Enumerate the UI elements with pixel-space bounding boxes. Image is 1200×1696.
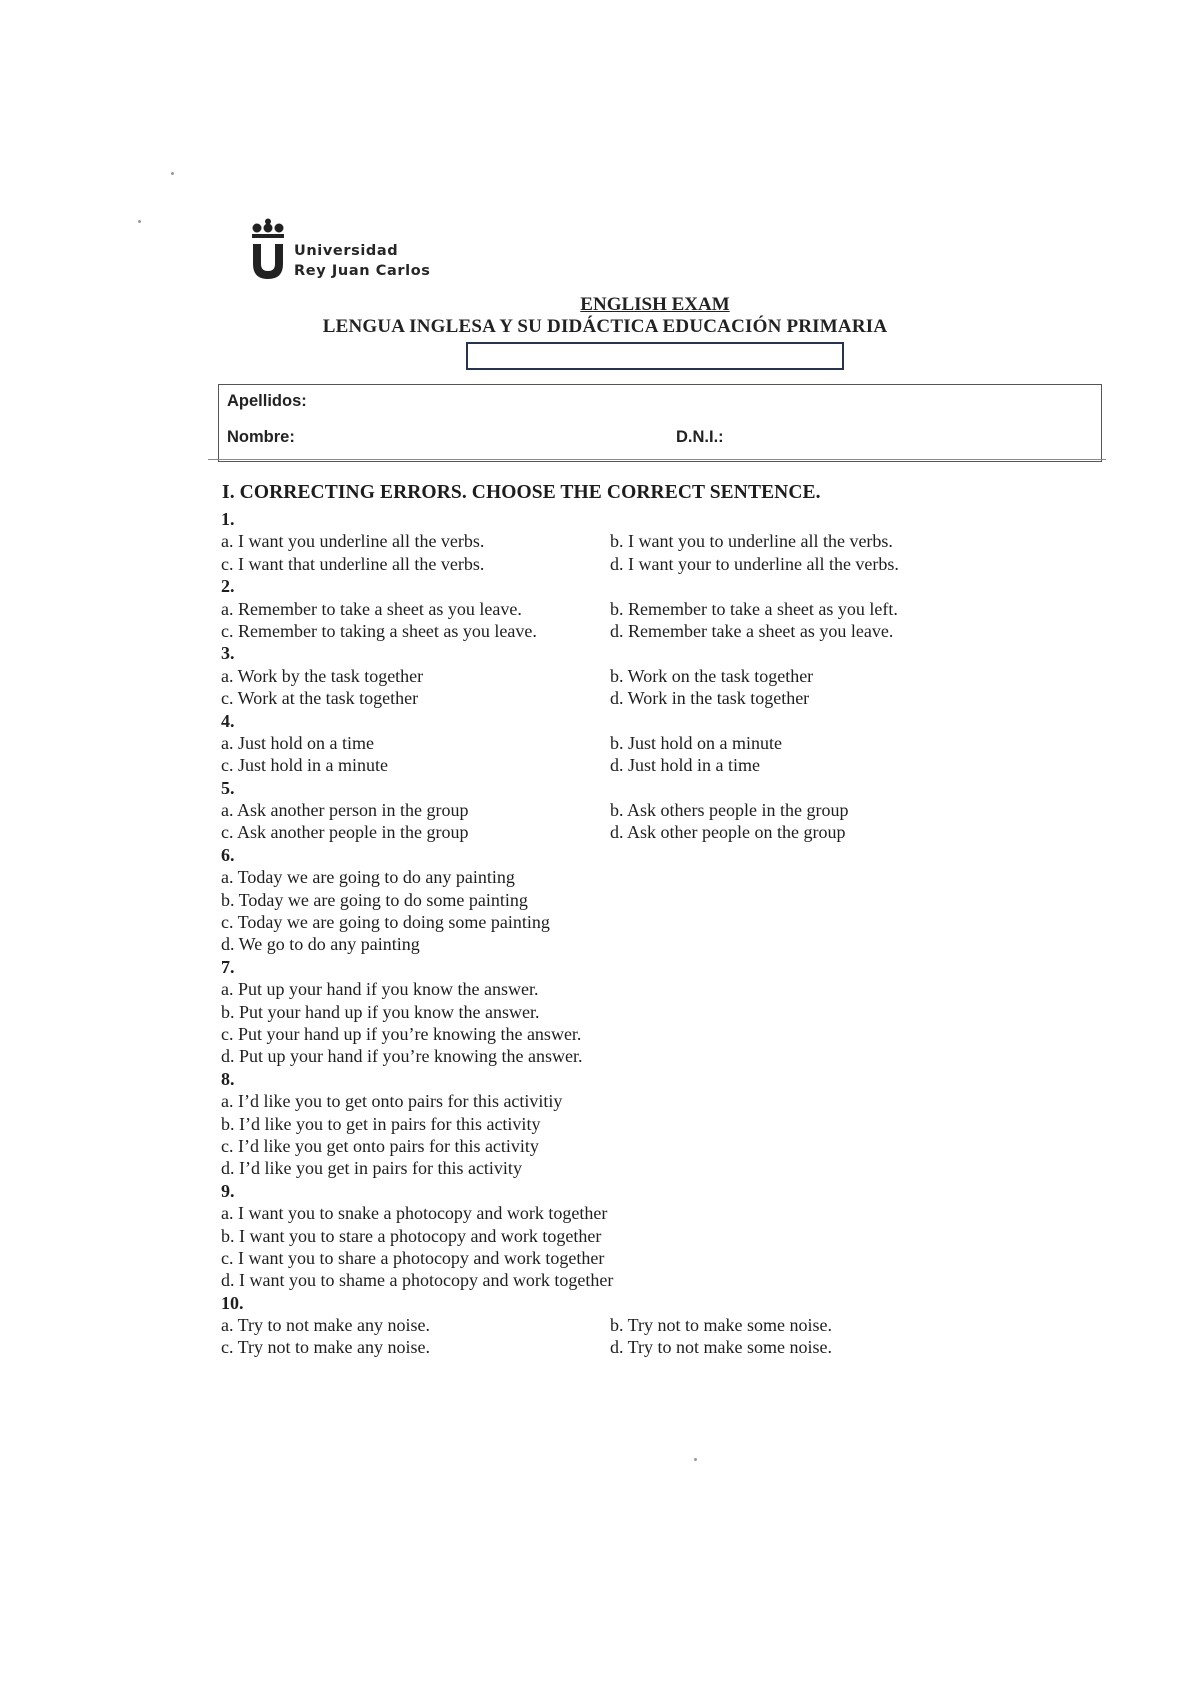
university-logo <box>250 218 450 284</box>
divider <box>208 459 1106 460</box>
exam-title: ENGLISH EXAM <box>580 294 730 315</box>
option-row <box>221 1336 1121 1358</box>
answer-option[interactable]: c. Just hold in a minute <box>221 755 388 776</box>
answer-option[interactable]: a. Ask another person in the group <box>221 800 469 821</box>
answer-option[interactable]: d. I’d like you get in pairs for this activity <box>221 1158 522 1179</box>
answer-option[interactable]: b. I’d like you to get in pairs for this activity <box>221 1113 541 1134</box>
answer-option[interactable]: c. Ask another people in the group <box>221 822 469 843</box>
answer-option[interactable]: b. Just hold on a minute <box>610 732 782 753</box>
option-row <box>221 665 1121 687</box>
answer-option[interactable]: c. Try not to make any noise. <box>221 1337 430 1358</box>
question-number: 5. <box>221 777 235 798</box>
answer-option[interactable]: d. Remember take a sheet as you leave. <box>610 620 894 641</box>
university-name-line-2: Rey Juan Carlos <box>294 263 431 279</box>
option-row <box>221 821 1121 843</box>
option-row <box>221 620 1121 642</box>
option-row <box>221 687 1121 709</box>
option-row <box>221 530 1121 552</box>
university-crest-icon <box>250 218 286 280</box>
course-field-box[interactable] <box>466 342 844 370</box>
answer-option[interactable]: d. Just hold in a time <box>610 755 760 776</box>
answer-option[interactable]: a. Put up your hand if you know the answer. <box>221 979 539 1000</box>
surname-label: Apellidos: <box>227 392 307 410</box>
exam-subtitle: LENGUA INGLESA Y SU DIDÁCTICA EDUCACIÓN PRIMARIA <box>322 316 888 337</box>
question-number: 1. <box>221 509 235 529</box>
answer-option[interactable]: c. Today we are going to doing some painting <box>221 912 550 933</box>
answer-option[interactable]: a. Work by the task together <box>221 665 424 686</box>
university-name <box>294 241 431 281</box>
name-label: Nombre: <box>227 428 295 446</box>
answer-option[interactable]: d. We go to do any painting <box>221 934 420 955</box>
question-number: 3. <box>221 643 235 664</box>
answer-option[interactable]: a. I want you underline all the verbs. <box>221 531 485 552</box>
option-row <box>221 553 1121 575</box>
option-row <box>221 799 1121 821</box>
option-row <box>221 732 1121 754</box>
student-info-box <box>218 384 1102 462</box>
question-number: 9. <box>221 1180 235 1201</box>
answer-option[interactable]: b. I want you to stare a photocopy and work together <box>221 1225 602 1246</box>
answer-option[interactable]: c. Remember to taking a sheet as you leave. <box>221 620 537 641</box>
question-number: 7. <box>221 956 235 977</box>
answer-option[interactable]: b. I want you to underline all the verbs. <box>610 531 893 552</box>
scan-speck <box>694 1458 697 1461</box>
answer-option[interactable]: a. Today we are going to do any painting <box>221 867 515 888</box>
question-number: 6. <box>221 844 235 865</box>
question-number: 8. <box>221 1068 235 1089</box>
answer-option[interactable]: c. I want you to share a photocopy and work together <box>221 1247 605 1268</box>
question-list <box>221 508 1121 1359</box>
answer-option[interactable]: a. Just hold on a time <box>221 732 374 753</box>
id-label: D.N.I.: <box>676 428 724 446</box>
answer-option[interactable]: c. Put your hand up if you’re knowing the answer. <box>221 1023 582 1044</box>
answer-option[interactable]: a. Try to not make any noise. <box>221 1315 430 1336</box>
answer-option[interactable]: b. Ask others people in the group <box>610 800 849 821</box>
answer-option[interactable]: b. Remember to take a sheet as you left. <box>610 598 898 619</box>
university-name-line-1: Universidad <box>294 243 399 259</box>
answer-option[interactable]: b. Work on the task together <box>610 665 814 686</box>
scan-speck <box>138 220 141 223</box>
answer-option[interactable]: b. Today we are going to do some painting <box>221 889 528 910</box>
option-row <box>221 1314 1121 1336</box>
answer-option[interactable]: d. Put up your hand if you’re knowing the answer. <box>221 1046 583 1067</box>
question-number: 4. <box>221 710 235 731</box>
scan-speck <box>171 172 174 175</box>
question-number: 10. <box>221 1292 244 1313</box>
section-title: I. CORRECTING ERRORS. CHOOSE THE CORRECT SENTENCE. <box>222 482 821 503</box>
option-row <box>221 598 1121 620</box>
answer-option[interactable]: d. I want your to underline all the verbs. <box>610 553 899 574</box>
answer-option[interactable]: a. Remember to take a sheet as you leave. <box>221 598 522 619</box>
answer-option[interactable]: d. I want you to shame a photocopy and work together <box>221 1270 614 1291</box>
answer-option[interactable]: b. Try not to make some noise. <box>610 1315 833 1336</box>
question-number: 2. <box>221 576 235 597</box>
option-row <box>221 754 1121 776</box>
answer-option[interactable]: d. Ask other people on the group <box>610 822 846 843</box>
answer-option[interactable]: b. Put your hand up if you know the answer. <box>221 1001 540 1022</box>
answer-option[interactable]: d. Try to not make some noise. <box>610 1337 833 1358</box>
answer-option[interactable]: c. Work at the task together <box>221 688 419 709</box>
answer-option[interactable]: a. I’d like you to get onto pairs for this activitiy <box>221 1091 563 1112</box>
answer-option[interactable]: d. Work in the task together <box>610 688 810 709</box>
answer-option[interactable]: c. I want that underline all the verbs. <box>221 553 485 574</box>
answer-option[interactable]: a. I want you to snake a photocopy and work together <box>221 1203 608 1224</box>
answer-option[interactable]: c. I’d like you get onto pairs for this activity <box>221 1135 539 1156</box>
